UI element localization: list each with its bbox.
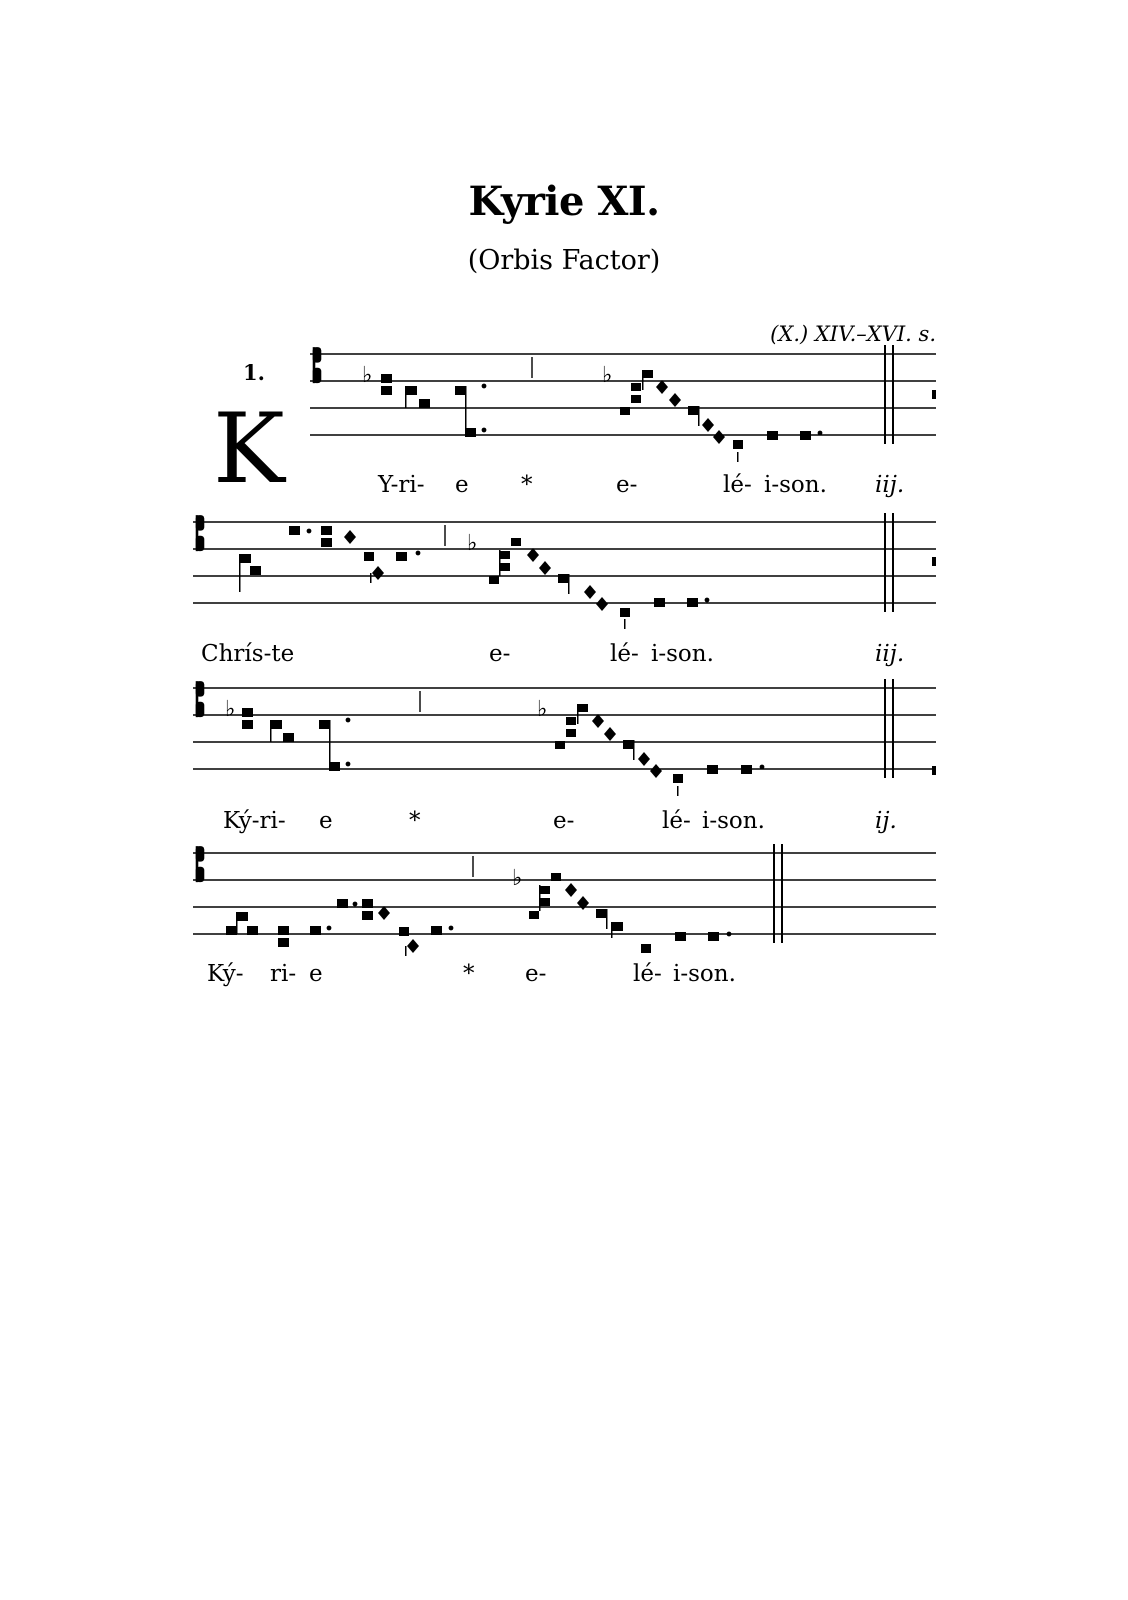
syllable: Ký-ri- <box>223 808 286 834</box>
syllable: e- <box>616 472 638 498</box>
chant-subtitle: (Orbis Factor) <box>467 245 661 276</box>
syllable: e- <box>525 961 547 987</box>
lyrics-2 <box>201 641 904 667</box>
syllable: i-son. <box>764 472 827 498</box>
neumes-3 <box>225 697 936 796</box>
repeat-mark: iij. <box>875 641 905 667</box>
chant-title: Kyrie XI. <box>468 178 660 225</box>
syllable: Ký- <box>207 961 244 987</box>
svg-text:♭: ♭ <box>362 363 373 388</box>
source-attribution: (X.) XIV.–XVI. s. <box>770 322 936 346</box>
syllable: e <box>309 961 323 987</box>
syllable: * <box>521 472 533 498</box>
syllable: lé- <box>633 961 662 987</box>
syllable: e- <box>489 641 511 667</box>
syllable: Y-ri- <box>378 472 425 498</box>
syllable: ri- <box>270 961 297 987</box>
c-clef-icon <box>196 515 205 551</box>
syllable: lé- <box>662 808 691 834</box>
neumes-1 <box>362 363 936 462</box>
syllable: e <box>455 472 469 498</box>
staff-1 <box>310 345 936 444</box>
syllable: i-son. <box>702 808 765 834</box>
svg-text:♭: ♭ <box>602 363 613 388</box>
svg-text:♭: ♭ <box>512 866 523 891</box>
syllable: Chrís-te <box>201 641 295 667</box>
staff-3 <box>193 679 936 778</box>
lyrics-1 <box>377 472 904 498</box>
lyrics-3 <box>223 808 897 834</box>
svg-text:♭: ♭ <box>467 531 478 556</box>
syllable: lé- <box>723 472 752 498</box>
syllable: * <box>409 808 421 834</box>
verse-number: 1. <box>243 360 265 385</box>
syllable: i-son. <box>673 961 736 987</box>
syllable: e- <box>553 808 575 834</box>
syllable: i-son. <box>651 641 714 667</box>
repeat-mark: iij. <box>875 472 905 498</box>
c-clef-icon <box>313 347 322 383</box>
staff-4 <box>193 844 936 943</box>
syllable: e <box>319 808 333 834</box>
repeat-mark: ij. <box>875 808 897 834</box>
neumes-2 <box>239 526 936 629</box>
lyrics-4 <box>207 961 736 987</box>
syllable: * <box>463 961 475 987</box>
c-clef-icon <box>196 846 205 882</box>
initial-letter: K <box>213 393 285 505</box>
svg-text:♭: ♭ <box>537 697 548 722</box>
staff-2 <box>193 513 936 612</box>
svg-text:♭: ♭ <box>225 697 236 722</box>
syllable: lé- <box>610 641 639 667</box>
c-clef-icon <box>196 681 205 717</box>
